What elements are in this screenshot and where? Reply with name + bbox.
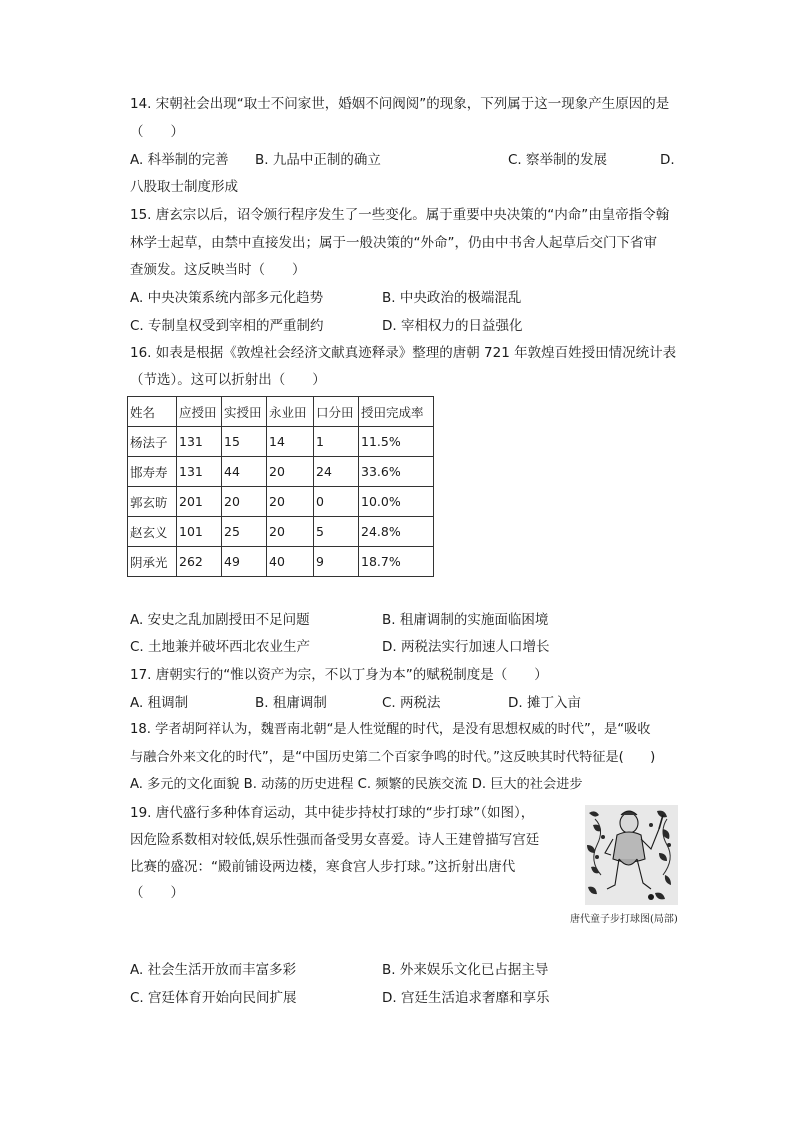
table-cell: 49 — [222, 547, 267, 577]
table-cell: 杨法子 — [128, 427, 177, 457]
q19-option-d: D. 宫廷生活追求奢靡和享乐 — [382, 990, 550, 1006]
q15-stem-line-3: 查颁发。这反映当时（ ） — [130, 262, 306, 278]
q19-answer-paren: （ ） — [130, 885, 184, 901]
table-cell: 5 — [314, 517, 359, 547]
q19-option-b: B. 外来娱乐文化已占据主导 — [382, 962, 549, 978]
figure-caption: 唐代童子步打球图(局部) — [570, 914, 678, 925]
table-cell: 44 — [222, 457, 267, 487]
q16-option-a: A. 安史之乱加剧授田不足问题 — [130, 612, 310, 628]
table-cell: 101 — [177, 517, 222, 547]
table-cell: 郭玄昉 — [128, 487, 177, 517]
land-allocation-table — [127, 396, 434, 577]
table-cell: 131 — [177, 427, 222, 457]
q18-stem-line-1: 18. 学者胡阿祥认为，魏晋南北朝“是人性觉醒的时代，是没有思想权威的时代”，是“吸收 — [130, 722, 651, 737]
table-cell: 201 — [177, 487, 222, 517]
q17-stem-line-1: 17. 唐朝实行的“惟以资产为宗，不以丁身为本”的赋税制度是（ ） — [130, 667, 548, 683]
q16-option-d: D. 两税法实行加速人口增长 — [382, 639, 550, 655]
table-cell: 40 — [267, 547, 314, 577]
table-cell: 20 — [267, 517, 314, 547]
q19-stem-line-3: 比赛的盛况：“殿前铺设两边楼，寒食宫人步打球。”这折射出唐代 — [130, 859, 516, 875]
q15-option-a: A. 中央决策系统内部多元化趋势 — [130, 290, 324, 306]
table-cell: 9 — [314, 547, 359, 577]
table-cell: 1 — [314, 427, 359, 457]
table-cell: 10.0% — [359, 487, 434, 517]
q19-stem-line-1: 19. 唐代盛行多种体育运动，其中徒步持杖打球的“步打球”（如图）， — [130, 805, 535, 821]
table-cell: 24.8% — [359, 517, 434, 547]
table-cell: 262 — [177, 547, 222, 577]
table-cell: 20 — [267, 487, 314, 517]
q16-option-c: C. 土地兼并破坏西北农业生产 — [130, 639, 311, 655]
table-row — [128, 457, 434, 487]
table-cell: 赵玄义 — [128, 517, 177, 547]
q14-option-d-label: D. — [660, 152, 675, 168]
table-header-cell: 姓名 — [128, 397, 177, 427]
q14-option-d-text: 八股取士制度形成 — [130, 179, 238, 195]
table-header-cell: 口分田 — [314, 397, 359, 427]
q16-stem-line-1: 16. 如表是根据《敦煌社会经济文献真迹释录》整理的唐朝 721 年敦煌百姓授田情况统计表 — [130, 345, 677, 361]
table-row — [128, 547, 434, 577]
q17-option-b: B. 租庸调制 — [255, 695, 327, 711]
table-cell: 33.6% — [359, 457, 434, 487]
table-header-cell: 实授田 — [222, 397, 267, 427]
q14-stem-line-1: 14. 宋朝社会出现“取士不问家世，婚姻不问阀阅”的现象，下列属于这一现象产生原因的是 — [130, 96, 670, 112]
q15-stem-line-2: 林学士起草，由禁中直接发出；属于一般决策的“外命”，仍由中书舍人起草后交门下省审 — [130, 235, 657, 251]
table-header-cell: 永业田 — [267, 397, 314, 427]
table-header-cell: 应授田 — [177, 397, 222, 427]
table-cell: 25 — [222, 517, 267, 547]
table-cell: 14 — [267, 427, 314, 457]
table-cell: 阴承光 — [128, 547, 177, 577]
q14-option-c: C. 察举制的发展 — [508, 152, 608, 168]
q19-stem-line-2: 因危险系数相对较低,娱乐性强而备受男女喜爱。诗人王建曾描写宫廷 — [130, 832, 540, 848]
table-cell: 131 — [177, 457, 222, 487]
table-cell: 24 — [314, 457, 359, 487]
table-cell: 18.7% — [359, 547, 434, 577]
q17-option-d: D. 摊丁入亩 — [508, 695, 581, 711]
table-cell: 邯寿寿 — [128, 457, 177, 487]
q15-option-c: C. 专制皇权受到宰相的严重制约 — [130, 318, 324, 334]
q18-stem-line-2: 与融合外来文化的时代”，是“中国历史第二个百家争鸣的时代。”这反映其时代特征是( ) — [130, 750, 656, 765]
q15-stem-line-1: 15. 唐玄宗以后，诏令颁行程序发生了一些变化。属于重要中央决策的“内命”由皇帝指令翰 — [130, 207, 670, 223]
child-playing-budaqiu-figure — [585, 805, 678, 905]
q16-stem-line-2: （节选）。这可以折射出（ ） — [130, 372, 326, 388]
q19-option-a: A. 社会生活开放而丰富多彩 — [130, 962, 297, 978]
table-header-row — [128, 397, 434, 427]
q17-option-a: A. 租调制 — [130, 695, 189, 711]
table-row — [128, 517, 434, 547]
q15-option-d: D. 宰相权力的日益强化 — [382, 318, 523, 334]
q16-option-b: B. 租庸调制的实施面临困境 — [382, 612, 549, 628]
table-cell: 11.5% — [359, 427, 434, 457]
q14-option-b: B. 九品中正制的确立 — [255, 152, 381, 168]
table-cell: 20 — [267, 457, 314, 487]
table-cell: 15 — [222, 427, 267, 457]
table-row — [128, 487, 434, 517]
q14-answer-paren: （ ） — [130, 124, 184, 140]
table-row — [128, 427, 434, 457]
q19-option-c: C. 宫廷体育开始向民间扩展 — [130, 990, 297, 1006]
table-cell: 0 — [314, 487, 359, 517]
q14-option-a: A. 科举制的完善 — [130, 152, 229, 168]
q18-options: A. 多元的文化面貌 B. 动荡的历史进程 C. 频繁的民族交流 D. 巨大的社会进步 — [130, 777, 583, 792]
table-header-cell: 授田完成率 — [359, 397, 434, 427]
table-cell: 20 — [222, 487, 267, 517]
q15-option-b: B. 中央政治的极端混乱 — [382, 290, 522, 306]
q17-option-c: C. 两税法 — [382, 695, 441, 711]
